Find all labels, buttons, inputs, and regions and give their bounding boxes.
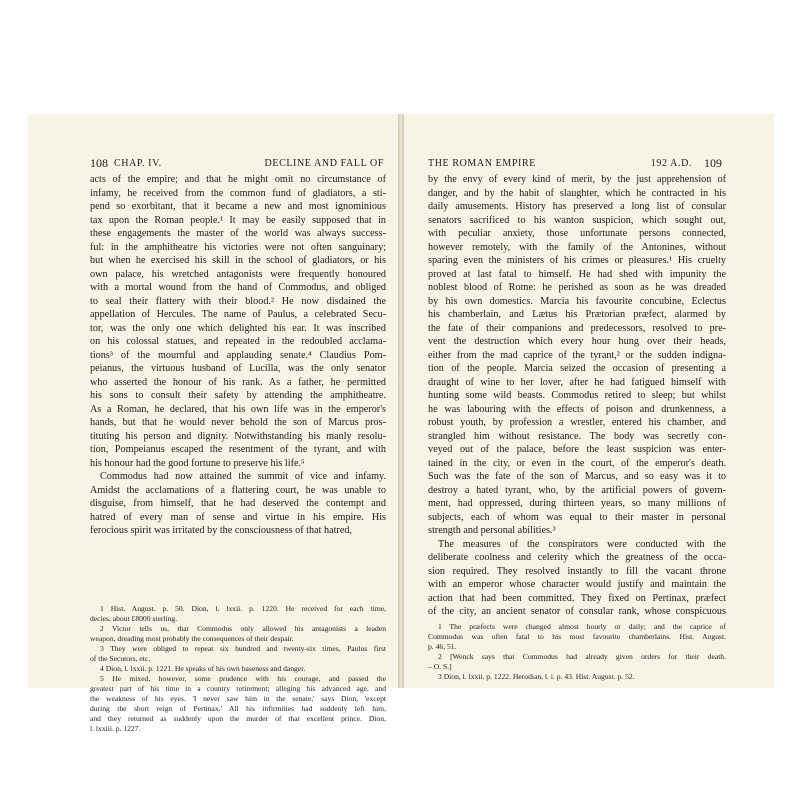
- text-line: Such was the fate of the son of Marcus, and so easy was it to: [428, 471, 726, 482]
- text-line: but when he exercised his skill in the school of gladiators, or his: [90, 255, 386, 266]
- text-line: appellation of Hercules. The name of Paulus, a celebrated Secu-: [90, 309, 386, 320]
- right-page: [404, 114, 774, 688]
- book-spread: [28, 114, 774, 733]
- text-line: hunting some wild beasts. Commodus retired to sleep; but whilst: [428, 390, 726, 401]
- text-line: draught of wine to her lover, after he had fatigued himself with: [428, 376, 726, 388]
- text-line: on his colossal statues, and repeated in the redoubled acclama-: [90, 336, 386, 347]
- text-line: peianus, the virtuous husband of Lucilla, was the only senator: [90, 363, 386, 374]
- left-footnotes: [90, 604, 386, 734]
- text-line: tions³ of the mournful and applauding senate.⁴ Claudius Pom-: [90, 349, 386, 361]
- text-line: As a Roman, he declared, that his own life was in the emperor's: [90, 403, 386, 415]
- text-line: to seal their flattery with their blood.² He now disdained the: [90, 295, 386, 307]
- left-body-text: [90, 173, 386, 538]
- text-line: tituting his person and dignity. Notwithstanding his manly resolu-: [90, 430, 386, 442]
- text-line: acts of the empire; and that he might omit no circumstance of: [90, 174, 386, 185]
- left-page: [28, 114, 398, 733]
- footnote-line: during the short reign of Pertinax.' All his infirmities had suddenly left him,: [90, 704, 386, 713]
- left-running-title: DECLINE AND FALL OF: [264, 158, 384, 169]
- text-line: these engagements the master of the world was always success-: [90, 228, 386, 239]
- text-line: destroy a hated tyrant, who, by the artificial powers of govern-: [428, 484, 726, 496]
- text-line: danger, and by the habit of slaughter, which he contracted in his: [428, 187, 726, 199]
- right-body-text: [428, 173, 726, 619]
- text-line: tained in the city, or even in the court, of the emperor's death.: [428, 457, 726, 469]
- footnote-line: 2 [Wenck says that Commodus had already given orders for their death.: [438, 652, 726, 661]
- right-footnotes: [428, 622, 726, 682]
- text-line: disguise, from himself, that he had deserved the contempt and: [90, 498, 386, 509]
- text-line: the fate of their companions and predecessors, resolved to pre-: [428, 322, 726, 334]
- text-line: veyed out of the palace, before the least suspicion was enter-: [428, 444, 726, 455]
- footnote-line: 3 Dion, l. lxxii. p. 1222. Herodian, l. i. p. 43. Hist. August. p. 52.: [438, 672, 635, 681]
- text-line: he was labouring with the effects of poison and drunkenness, a: [428, 403, 726, 415]
- text-line: his honour had the good fortune to preserve his life.⁵: [90, 457, 305, 469]
- text-line: hatred of every man of sense and virtue in his empire. His: [90, 511, 386, 523]
- text-line: with an emperor whose character would justify and maintain the: [428, 579, 726, 590]
- text-line: with a mortal wound from the hand of Commodus, and obliged: [90, 282, 386, 293]
- text-line: action that had been committed. They fixed on Pertinax, præfect: [428, 592, 726, 604]
- footnote-line: weapon, dreading most probably the consequences of their despair.: [90, 634, 294, 643]
- text-line: robust youth, by profession a wrestler, entered his chamber, and: [428, 417, 726, 428]
- text-line: pend so exorbitant, that it became a new and most ignominious: [90, 201, 386, 212]
- text-line: either from the mad caprice of the tyrant,² or the sudden indigna-: [428, 349, 726, 361]
- footnote-line: – O. S.]: [428, 662, 452, 671]
- text-line: ful: in the amphitheatre his victories were not often sanguinary;: [90, 241, 386, 253]
- text-line: tor, was the only one which delighted his ear. It was inscribed: [90, 322, 386, 334]
- right-running-title: THE ROMAN EMPIRE: [428, 158, 536, 169]
- text-line: strength and personal abilities.³: [428, 525, 556, 536]
- text-line: Commodus had now attained the summit of vice and infamy.: [100, 471, 386, 482]
- footnote-line: 4 Dion, l. lxxii. p. 1221. He speaks of his own baseness and danger.: [100, 664, 306, 673]
- text-line: tion of the people. Marcia seized the occasion of presenting a: [428, 363, 726, 374]
- footnote-line: 1 The præfects were changed almost hourly or daily; and the caprice of: [438, 622, 726, 631]
- footnote-line: 1 Hist. August. p. 50. Dion, l. lxxii. p. 1220. He received for each time,: [100, 604, 386, 613]
- right-date: 192 A.D.: [650, 158, 692, 169]
- footnote-line: greatest part of his time in a country retirement; alleging his advanced age, and: [90, 684, 386, 693]
- text-line: sparing even the ministers of his crimes or pleasures.¹ His cruelty: [428, 255, 726, 266]
- text-line: Amidst the acclamations of a flattering court, he was unable to: [90, 484, 386, 496]
- text-line: infamy, he received from the common fund of gladiators, a sti-: [90, 187, 386, 199]
- text-line: own palace, his wretched antagonists were frequently honoured: [90, 268, 386, 280]
- footnote-line: Commodus was often fatal to his most favourite chamberlains. Hist. August.: [428, 632, 726, 641]
- text-line: The measures of the conspirators were conducted with the: [438, 538, 726, 550]
- text-line: by his own domestics. Marcia his favourite concubine, Eclectus: [428, 295, 726, 307]
- text-line: sion required. They resolved instantly to fill the vacant throne: [428, 565, 726, 577]
- text-line: deliberate coolness and celerity which the greatness of the occa-: [428, 552, 726, 563]
- footnote-line: the weakness of his eyes. 'I never saw him in the senate,' says Dion, 'except: [90, 694, 386, 703]
- left-chapter-label: CHAP. IV.: [114, 158, 162, 169]
- text-line: who asserted the honour of his rank. As a father, he permitted: [90, 376, 386, 388]
- footnote-line: 2 Victor tells us, that Commodus only allowed his antagonists a leaden: [100, 624, 386, 633]
- text-line: tax upon the Roman people.¹ It may be easily supposed that in: [90, 214, 386, 226]
- text-line: tion, Pompeianus escaped the resentment of the tyrant, and with: [90, 444, 386, 455]
- footnote-line: l. lxxiii. p. 1227.: [90, 724, 141, 733]
- footnote-line: p. 46, 51.: [428, 642, 457, 651]
- footnote-line: 5 He mixed, however, some prudence with his courage, and passed the: [100, 674, 386, 683]
- text-line: his sons to consult their safety by attending the amphitheatre.: [90, 390, 386, 401]
- text-line: with peculiar anxiety, those unfortunate persons connected,: [428, 228, 726, 239]
- right-page-number: 109: [704, 156, 722, 170]
- text-line: strangled him without resistance. The body was secretly con-: [428, 430, 726, 442]
- text-line: vent the destruction which every hour hung over their heads,: [428, 336, 726, 347]
- left-page-number: 108: [90, 156, 108, 170]
- footnote-line: of the Secutors, etc.: [90, 654, 151, 663]
- text-line: daily amusements. History has preserved a long list of consular: [428, 201, 726, 212]
- text-line: senators sacrificed to his wanton suspicion, which sought out,: [428, 214, 726, 226]
- text-line: subjects, each of whom was equal to their master in personal: [428, 511, 726, 523]
- text-line: however remotely, with the family of the Antonines, without: [428, 241, 726, 253]
- footnote-line: decies, about £8000 sterling.: [90, 614, 178, 623]
- text-line: proved at last fatal to himself. He had shed with impunity the: [428, 268, 726, 280]
- text-line: ment, had oppressed, during thirteen years, so many millions of: [428, 498, 726, 509]
- footnote-line: and they returned as suddenly upon the murder of that excellent prince. Dion,: [90, 714, 386, 723]
- text-line: hands, but that he would never behold the son of Marcus pros-: [90, 417, 386, 428]
- text-line: by the envy of every kind of merit, by the just apprehension of: [428, 174, 726, 185]
- text-line: noblest blood of Rome: he perished as soon as he was dreaded: [428, 282, 726, 293]
- text-line: of the city, an ancient senator of consular rank, whose conspicuous: [428, 606, 726, 617]
- footnote-line: 3 They were obliged to repeat six hundred and twenty-six times, Paulus first: [100, 644, 386, 653]
- text-line: his chamberlain, and Lætus his Prætorian præfect, alarmed by: [428, 309, 726, 320]
- text-line: ferocious spirit was irritated by the consciousness of that hatred,: [90, 525, 352, 536]
